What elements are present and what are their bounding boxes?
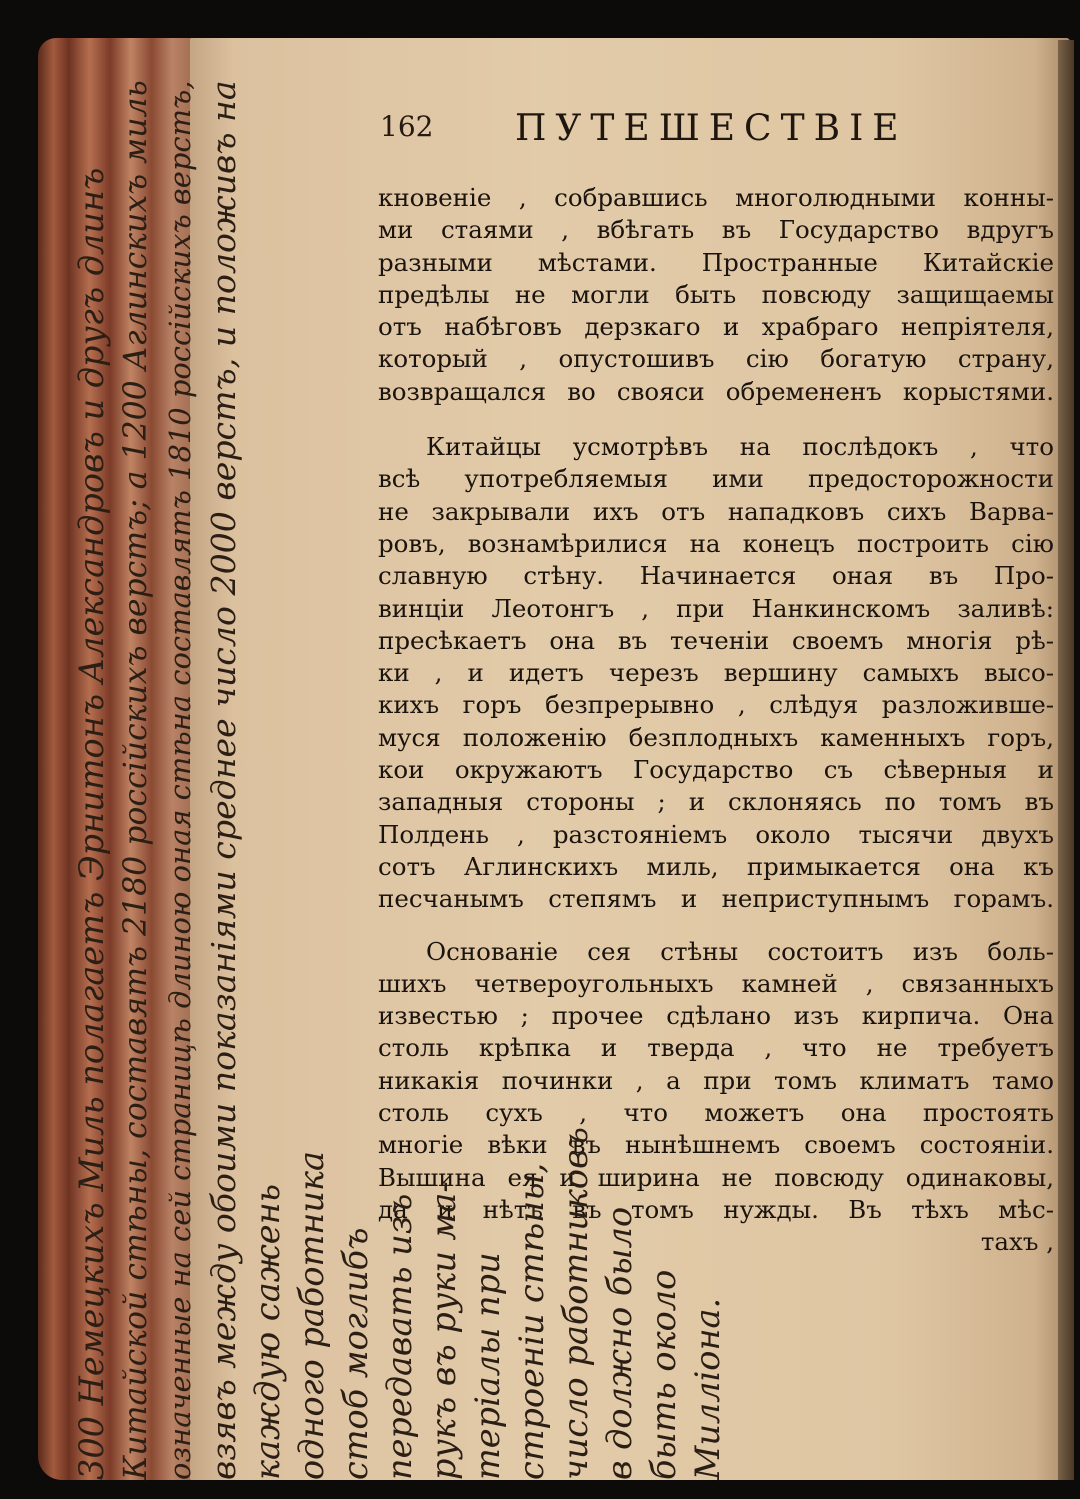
handwritten-line: одного работника [292,1151,331,1480]
handwritten-line: означенные на сей страницѣ длиною оная стѣна составлятъ 1810 россійскихъ верстъ, [163,80,197,1480]
text-line: кои окружаютъ Государство съ сѣверныя и [378,755,1054,785]
handwritten-line: взявъ между обоими показаніями среднее число 2000 верстъ, и положивъ на [204,80,243,1480]
text-line: многіе вѣки въ нынѣшнемъ своемъ состояніи. [378,1130,1054,1160]
text-line: всѣ употребляемыя ими предосторожности [378,464,1054,494]
handwritten-line: число работниковъ [556,1127,595,1480]
page-edge [1058,40,1074,1480]
text-line: который , опустошивъ сію богатую страну, [378,344,1054,374]
handwritten-line: быть около [644,1269,683,1480]
text-line: Основаніе сея стѣны состоитъ изъ боль- [426,936,1054,966]
handwritten-line: рукъ въ руки ма- [424,1181,463,1480]
text-line: отъ набѣговъ дерзкаго и храбраго непріятеля, [378,312,1054,342]
text-line: Вышина ея и ширина не повсюду одинаковы, [378,1162,1054,1192]
running-title: ПУТЕШЕСТВІЕ [515,108,908,149]
text-line: столь крѣпка и тверда , что не требуетъ [378,1033,1054,1063]
handwritten-line: стоб моглибъ [336,1227,375,1480]
text-line: не закрывали ихъ отъ нападковъ сихъ Варва- [378,496,1054,526]
text-line: возвращался во свояси обремененъ корыстями. [378,376,1054,406]
text-line: песчанымъ степямъ и неприступнымъ горамъ. [378,884,1054,914]
text-line: разными мѣстами. Пространные Китайскіе [378,247,1054,277]
text-line: муся положенію безплодныхъ каменныхъ горъ, [378,722,1054,752]
page-number: 162 [380,110,434,143]
handwritten-line: строеніи стѣны, [512,1162,551,1480]
text-line: славную стѣну. Начинается оная въ Про- [378,561,1054,591]
text-line: ми стаями , вбѣгать въ Государство вдругъ [378,215,1054,245]
handwritten-line: в должно было [600,1206,639,1480]
text-line: винціи Леотонгъ , при Нанкинскомъ заливѣ: [378,593,1054,623]
text-line: Полдень , разстояніемъ около тысячи двухъ [378,819,1054,849]
text-line: Китайцы усмотрѣвъ на послѣдокъ , что [426,432,1054,462]
text-line: известью ; прочее сдѣлано изъ кирпича. Она [378,1001,1054,1031]
catchword: тахъ , [980,1227,1054,1257]
handwritten-line: Милліона. [688,1297,727,1480]
handwritten-line: Китайской стѣны, составятъ 2180 россійскихъ верстъ; а 1200 Аглинскихъ миль [118,80,154,1480]
text-line: пресѣкаетъ она въ теченіи своемъ многія рѣ- [378,625,1054,655]
text-line: никакія починки , а при томъ климатъ тамо [378,1065,1054,1095]
handwritten-line: каждую сажень [248,1184,287,1480]
text-line: кихъ горъ безпрерывно , слѣдуя разложивше- [378,690,1054,720]
text-line: сотъ Аглинскихъ миль, примыкается она къ [378,851,1054,881]
text-line: западныя стороны ; и склоняясь по томъ въ [378,787,1054,817]
text-line: ки , и идетъ черезъ вершину самыхъ высо- [378,658,1054,688]
text-line: предѣлы не могли быть повсюду защищаемы [378,279,1054,309]
text-line: кновеніе , собравшись многолюдными конны- [378,183,1054,212]
text-line: столь сухъ , что можетъ она простоять [378,1098,1054,1128]
text-line: ровъ, вознамѣрилися на конецъ построить сію [378,528,1054,558]
text-line: шихъ четвероугольныхъ камней , связанныхъ [378,968,1054,998]
handwritten-line: 300 Немецкихъ Миль полагаетъ Эрнитонъ Александровъ и другъ длинъ [72,167,111,1480]
handwritten-line: теріалы при [468,1252,507,1480]
handwritten-line: передавать изъ [380,1193,419,1480]
handwritten-marginal-note [70,60,770,1480]
text-line: да и нѣтъ въ томъ нужды. Въ тѣхъ мѣс- [378,1194,1054,1224]
